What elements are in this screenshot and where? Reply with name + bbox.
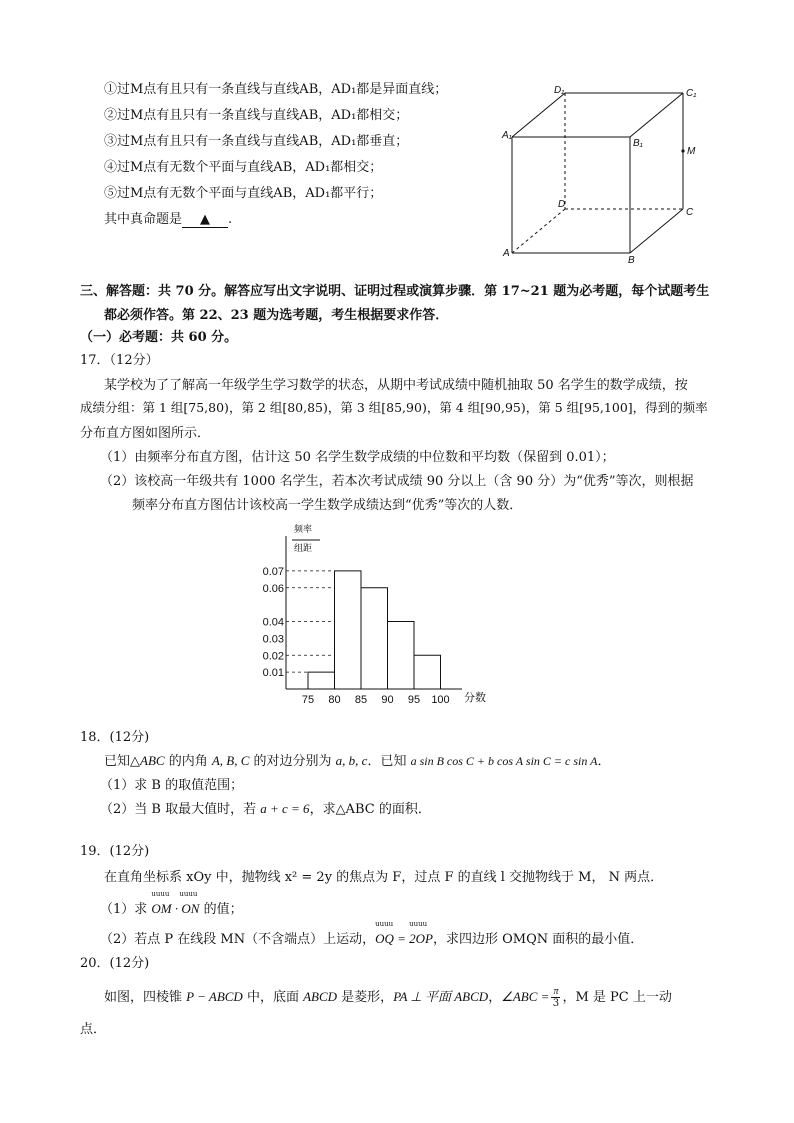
q20-text-i: ，M 是 PC 上一动 <box>562 990 672 1005</box>
q17-p2: 成绩分组：第 1 组[75,80)，第 2 组[80,85)，第 3 组[85,90)，第 4 组[90,95)，第 5 组[95,100]，得到的频率 <box>80 400 708 415</box>
label-m: M <box>687 146 696 157</box>
q20-math-pyramid: P − ABCD <box>186 989 243 1004</box>
q19-s2-text-a: （2）若点 P 在线段 MN（不含端点）上运动， <box>100 932 376 947</box>
period: . <box>228 212 233 227</box>
vector-mark-on: uuuu <box>179 890 198 898</box>
x-tick-label: 95 <box>407 694 421 706</box>
q18-text-i: ． <box>597 754 611 769</box>
q19-s2-text-c: ，求四边形 OMQN 面积的最小值． <box>433 932 644 947</box>
q20-text-c: 中，底面 <box>242 990 304 1005</box>
q17-sub2b: 频率分布直方图估计该校高一学生数学成绩达到“优秀”等次的人数． <box>132 498 523 513</box>
q19-s1-text-a: （1）求 <box>100 902 152 917</box>
q19-number: 19．(12分) <box>80 844 150 859</box>
q20-p2: 点． <box>80 1022 107 1037</box>
x-tick-label: 90 <box>381 694 394 706</box>
q20-p1 <box>104 986 672 1009</box>
q17-p1: 某学校为了了解高一年级学生学习数学的状态，从期中考试成绩中随机抽取 50 名学生的数学成绩，按 <box>104 378 688 393</box>
label-c1: C₁ <box>686 88 697 99</box>
label-a1: A₁ <box>502 130 512 141</box>
q18-sub2 <box>100 798 431 817</box>
label-d1: D₁ <box>554 85 565 96</box>
q20-text-a: 如图，四棱锥 <box>104 990 187 1005</box>
histogram-bar-3 <box>361 588 388 689</box>
q18-number: 18．(12分) <box>80 730 150 745</box>
y-label-bottom: 组距 <box>294 543 313 553</box>
triangle-mark: ▲ <box>200 212 211 227</box>
label-c: C <box>686 207 694 218</box>
edge-a1d1 <box>512 93 565 137</box>
q20-text-e: 是菱形， <box>337 990 394 1005</box>
q19-s1-text-c: 的值； <box>199 902 243 917</box>
q18-math-equation: a sin B cos C + b cos A sin C = c sin A <box>410 754 598 768</box>
y-tick-label: 0.06 <box>262 582 284 595</box>
q17-number: 17．（12分） <box>80 353 159 368</box>
frequency-histogram <box>250 518 510 718</box>
q20-fraction <box>551 986 560 1009</box>
y-tick-label: 0.01 <box>262 667 284 680</box>
prop-3: ③过M点有且只有一条直线与直线AB，AD₁都垂直； <box>104 134 409 149</box>
label-b1: B₁ <box>633 138 643 149</box>
x-tick-label: 80 <box>328 694 341 706</box>
prop-5: ⑤过M点有无数个平面与直线AB，AD₁都平行； <box>104 186 383 201</box>
label-b: B <box>628 255 635 265</box>
section3-sub: （一）必考题：共 60 分。 <box>80 330 238 345</box>
edge-bc <box>630 209 683 253</box>
y-tick-label: 0.03 <box>262 633 284 646</box>
q20-math-base: ABCD <box>303 989 338 1004</box>
y-tick-label: 0.04 <box>262 616 284 629</box>
q18-s2-math: a + c = 6 <box>260 801 310 816</box>
answer-blank <box>182 212 228 228</box>
section3-line1: 三、解答题：共 70 分。解答应写出文字说明、证明过程或演算步骤．第 17~21 题为必考题，每个试题考生 <box>80 284 710 299</box>
true-prop-line <box>104 208 232 228</box>
q19-s2-math: OQ = 2OP <box>375 931 433 946</box>
q19-vector-eq <box>375 920 433 947</box>
q18-text-g: ．已知 <box>367 754 411 769</box>
prop-2: ②过M点有且只有一条直线与直线AB，AD₁都相交； <box>104 108 409 123</box>
vector-mark-oq: uuuu <box>375 920 394 928</box>
x-tick-label: 75 <box>301 694 315 706</box>
histogram-bar-1 <box>308 672 335 689</box>
label-d: D <box>558 199 566 210</box>
y-label-top: 频率 <box>294 524 313 534</box>
q19-vector-dot <box>151 890 200 917</box>
histogram-bar-2 <box>335 571 362 689</box>
label-a: A <box>503 248 510 259</box>
histogram-bar-4 <box>388 622 415 690</box>
y-tick-label: 0.02 <box>262 650 284 663</box>
q17-p3: 分布直方图如图所示． <box>80 426 211 441</box>
q18-sub1: （1）求 B 的取值范围； <box>100 778 244 793</box>
x-tick-label: 100 <box>431 694 450 706</box>
histogram-bar-5 <box>414 655 441 689</box>
vector-mark-op: uuuu <box>409 920 428 928</box>
point-m <box>681 149 684 152</box>
cube-diagram <box>500 80 710 265</box>
q17-sub1: （1）由频率分布直方图，估计这 50 名学生数学成绩的中位数和平均数（保留到 0.01）； <box>100 450 615 465</box>
q20-fraction-num: π <box>553 986 559 997</box>
y-tick-label: 0.07 <box>262 565 284 578</box>
q18-p1 <box>104 750 610 769</box>
q20-math-perp: PA ⊥ 平面 ABCD <box>393 989 489 1004</box>
q18-math-sides: a, b, c <box>335 753 368 768</box>
q20-text-g: ， <box>488 990 502 1005</box>
vector-mark-om: uuuu <box>151 890 170 898</box>
q18-s2-text-c: ，求△ABC 的面积． <box>309 802 431 817</box>
q18-math-angles: A, B, C <box>211 753 250 768</box>
q20-math-angle: ∠ABC = <box>501 989 550 1004</box>
prop-1: ①过M点有且只有一条直线与直线AB，AD₁都是异面直线； <box>104 82 448 97</box>
true-prop-prefix: 其中真命题是 <box>104 212 183 227</box>
prop-4: ④过M点有无数个平面与直线AB，AD₁都相交； <box>104 160 383 175</box>
q20-number: 20．(12分) <box>80 956 150 971</box>
q19-s1-math: OM · ON <box>151 901 200 916</box>
edge-b1c1 <box>630 93 683 137</box>
edge-ad-hidden <box>512 209 565 253</box>
q18-math-abc: ABC <box>140 753 165 768</box>
q17-sub2a: （2）该校高一年级共有 1000 名学生，若本次考试成绩 90 分以上（含 90 分）为“优秀”等次，则根据 <box>100 474 694 489</box>
x-label: 分数 <box>464 692 486 704</box>
q20-fraction-den: 3 <box>552 998 560 1009</box>
q19-sub2 <box>100 920 644 947</box>
section3-line2: 都必须作答。第 22、23 题为选考题，考生根据要求作答． <box>104 308 449 323</box>
q18-s2-text-a: （2）当 B 取最大值时，若 <box>100 802 261 817</box>
q18-text-e: 的对边分别为 <box>249 754 336 769</box>
q18-text-a: 已知△ <box>104 754 140 769</box>
x-tick-label: 85 <box>354 694 368 706</box>
q19-p1: 在直角坐标系 xOy 中，抛物线 x² = 2y 的焦点为 F，过点 F 的直线 l 交抛物线于 M， N 两点． <box>104 870 664 885</box>
q19-sub1 <box>100 890 243 917</box>
q18-text-c: 的内角 <box>164 754 212 769</box>
